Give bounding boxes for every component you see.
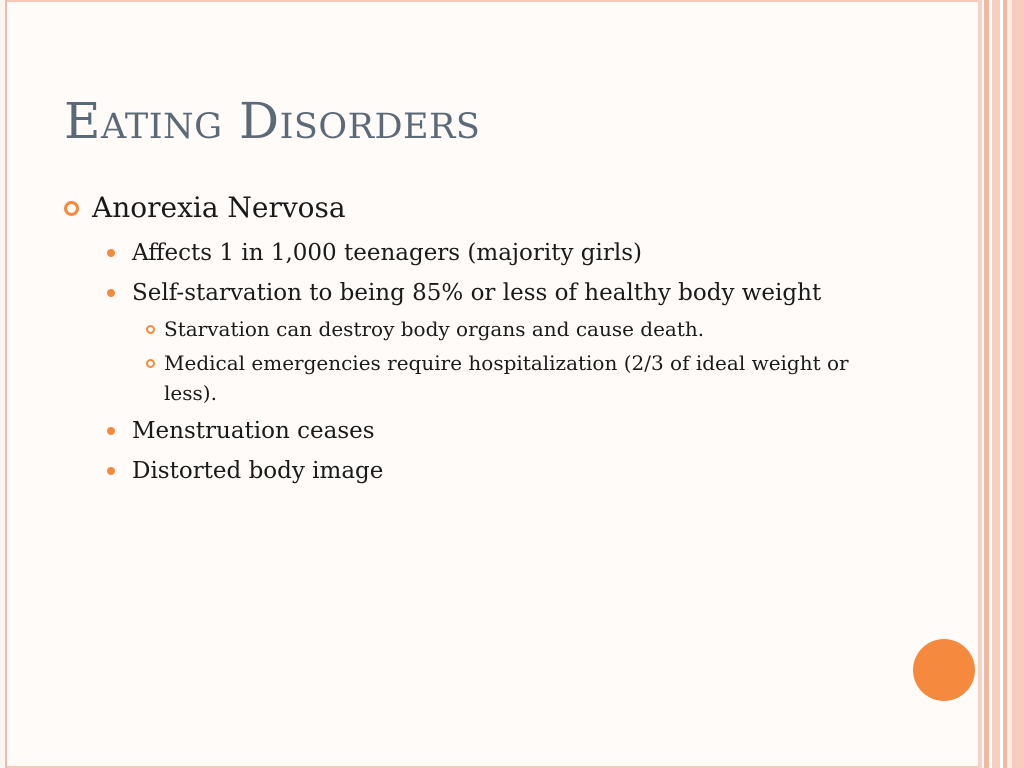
- sub-bullet-item: [105, 454, 892, 488]
- sub-bullet-item: [105, 236, 892, 270]
- orange-circle-decoration: [913, 639, 975, 701]
- bullet-list: [62, 186, 892, 488]
- bullet-text: Anorexia Nervosa: [92, 191, 346, 224]
- sub-bullet-text: Distorted body image: [132, 458, 384, 484]
- stripe: [992, 0, 1000, 768]
- slide-border-top: [0, 0, 1024, 2]
- sub-sub-bullet-item: [146, 314, 892, 344]
- small-ring-bullet-icon: [146, 359, 155, 368]
- slide-border-left: [0, 0, 7, 768]
- dot-bullet-icon: [107, 467, 115, 475]
- sub-sub-bullet-text: Medical emergencies require hospitalization (2/3 of ideal weight or less).: [164, 351, 849, 405]
- sub-bullet-item: [105, 414, 892, 448]
- sub-sub-bullet-item: [146, 348, 892, 408]
- sub-sub-bullet-text: Starvation can destroy body organs and cause death.: [164, 317, 705, 341]
- slide-border-right-stripes: [978, 0, 1024, 768]
- ring-bullet-icon: [64, 201, 79, 216]
- sub-bullet-text: Menstruation ceases: [132, 418, 375, 444]
- sub-bullet-item: [105, 276, 892, 310]
- small-ring-bullet-icon: [146, 325, 155, 334]
- dot-bullet-icon: [107, 249, 115, 257]
- slide-title: Eating Disorders: [64, 92, 481, 150]
- dot-bullet-icon: [107, 289, 115, 297]
- bullet-item-anorexia: [62, 186, 892, 230]
- stripe: [1012, 0, 1024, 768]
- sub-bullet-text: Affects 1 in 1,000 teenagers (majority girls): [132, 240, 642, 266]
- dot-bullet-icon: [107, 427, 115, 435]
- sub-bullet-text: Self-starvation to being 85% or less of healthy body weight: [132, 280, 822, 306]
